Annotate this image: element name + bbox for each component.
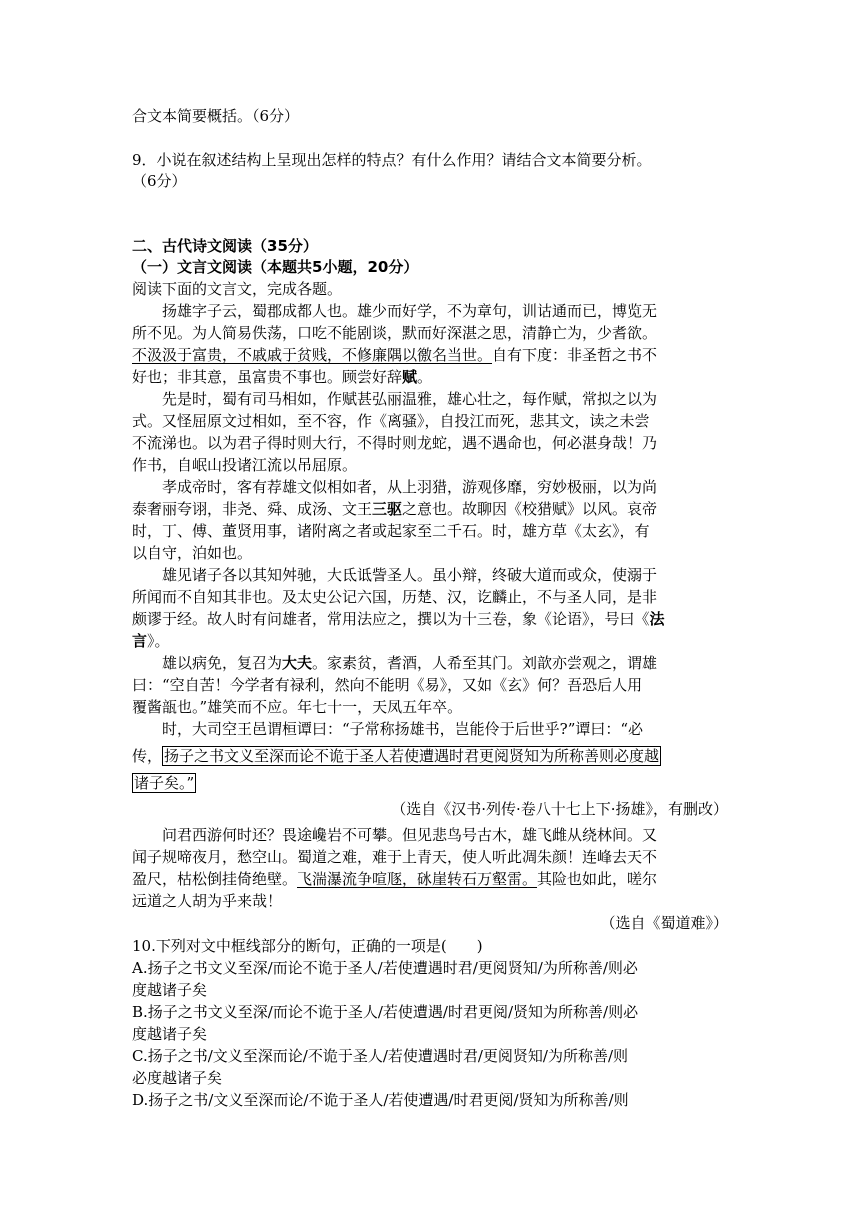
- poem-fragment: 其险也如此，嗟尔: [537, 870, 658, 888]
- passage-line: 以自守，泊如也。: [132, 544, 253, 562]
- subsection-heading: （一）文言文阅读（本题共5小题，20分）: [132, 258, 419, 276]
- boxed-sentence: 扬子之书文义至深而论不诡于圣人若使遭遇时君更阅贤知为所称善则必度越: [164, 747, 660, 765]
- option-c: C.扬子之书/文义至深而论/不诡于圣人/若使遭遇时君/更阅贤知/为所称善/则: [132, 1047, 629, 1065]
- passage-line: 覆酱瓿也。”雄笑而不应。年七十一，天凤五年卒。: [132, 698, 463, 716]
- option-a: A.扬子之书文义至深/而论不诡于圣人/若使遭遇时君/更阅贤知/为所称善/则必: [132, 959, 638, 977]
- section-heading: 二、古代诗文阅读（35分）: [132, 237, 318, 255]
- q9-text: 9．小说在叙述结构上呈现出怎样的特点？有什么作用？请结合文本简要分析。: [132, 151, 652, 169]
- passage-line: [132, 499, 657, 519]
- option-b-cont: 度越诸子矣: [132, 1025, 208, 1043]
- passage-source: （选自《汉书·列传·卷八十七上下·扬雄》，有删改）: [391, 800, 728, 818]
- passage-line: 时，大司空王邑谓桓谭曰：“子常称扬雄书，岂能伶于后世乎?”谭曰：“必: [162, 720, 644, 738]
- poem-line: 远道之人胡为乎来哉！: [132, 892, 283, 910]
- poem-line: 闻子规啼夜月，愁空山。蜀道之难，难于上青天，使人听此凋朱颜！连峰去天不: [132, 848, 658, 866]
- underlined-sentence: 不汲汲于富贵，不戚戚于贫贱，不修廉隅以徼名当世。: [132, 346, 493, 364]
- bold-term: 三驱: [372, 500, 403, 518]
- passage-line: 时，丁、傅、董贤用事，诸附离之者或起家至二千石。时，雄方草《太玄》，有: [132, 522, 650, 540]
- passage-line: [132, 345, 657, 365]
- poem-line: [132, 869, 657, 889]
- passage-line: [132, 773, 196, 793]
- passage-line: 扬雄字子云，蜀郡成都人也。雄少而好学，不为章句，训诂通而已，博览无: [162, 302, 658, 320]
- boxed-sentence-end: 诸子矣。”: [134, 774, 195, 792]
- bold-term: 言: [132, 632, 148, 650]
- passage-fragment: 传，: [132, 747, 163, 765]
- q9-score: （6分）: [132, 172, 187, 190]
- passage-line: 所闻而不自知其非也。及太史公记六国，历楚、汉，讫麟止，不与圣人同，是非: [132, 588, 658, 606]
- passage-fragment: 泰奢丽夸诩，非尧、舜、成汤、文王: [132, 500, 373, 518]
- passage-line: 曰：“空自苦！今学者有禄利，然向不能明《易》，又如《玄》何？吾恐后人用: [132, 676, 643, 694]
- poem-fragment: 盈尺，枯松倒挂倚绝壁。: [132, 870, 298, 888]
- passage-line: [162, 653, 657, 673]
- passage-fragment: 雄以病免，复召为: [162, 654, 283, 672]
- poem-source: （选自《蜀道难》）: [600, 914, 728, 932]
- passage-line: 先是时，蜀有司马相如，作赋甚弘丽温雅，雄心壮之，每作赋，常拟之以为: [162, 390, 658, 408]
- passage-fragment: 》。: [147, 632, 170, 650]
- option-d: D.扬子之书/文义至深而论/不诡于圣人/若使遭遇/时君更阅/贤知为所称善/则: [132, 1091, 629, 1109]
- option-c-cont: 必度越诸子矣: [132, 1069, 223, 1087]
- passage-line: [132, 367, 432, 387]
- passage-fragment: 自有下度：非圣哲之书不: [492, 346, 658, 364]
- passage-line: 所不见。为人简易佚荡，口吃不能剧谈，默而好深湛之思，清静亡为，少耆欲。: [132, 324, 658, 342]
- passage-fragment: 。: [417, 368, 433, 386]
- option-b: B.扬子之书文义至深/而论不诡于圣人/若使遭遇/时君更阅/贤知为所称善/则必: [132, 1003, 639, 1021]
- passage-line: [132, 609, 665, 629]
- passage-line: 雄见诸子各以其知舛驰，大氐诋訾圣人。虽小辩，终破大道而或众，使溺于: [162, 566, 658, 584]
- underlined-poem-line: 飞湍瀑流争喧豗，砯崖转石万壑雷。: [297, 870, 538, 888]
- passage-fragment: 颇谬于经。故人时有问雄者，常用法应之，撰以为十三卷，象《论语》，号曰《: [132, 610, 650, 628]
- passage-line: 式。又怪屈原文过相如，至不容，作《离骚》，自投江而死，悲其文，读之未尝: [132, 412, 650, 430]
- passage-fragment: 。家素贫，耆酒，人希至其门。刘歆亦尝观之，谓雄: [312, 654, 658, 672]
- bold-term: 法: [649, 610, 665, 628]
- passage-line: [132, 631, 170, 651]
- passage-line: 不流涕也。以为君子得时则大行，不得时则龙蛇，遇不遇命也，何必湛身哉！乃: [132, 434, 658, 452]
- poem-line: 问君西游何时还？畏途巉岩不可攀。但见悲鸟号古木，雄飞雌从绕林间。又: [162, 826, 658, 844]
- passage-fragment: 之意也。故聊因《校猎赋》以风。哀帝: [402, 500, 658, 518]
- passage-line: [132, 746, 661, 766]
- instruction: 阅读下面的文言文，完成各题。: [132, 280, 343, 298]
- passage-fragment: 好也；非其意，虽富贵不事也。顾尝好辞: [132, 368, 403, 386]
- passage-line: 作书，自岷山投诸江流以吊屈原。: [132, 456, 358, 474]
- question-10-stem: 10.下列对文中框线部分的断句，正确的一项是( ): [132, 937, 483, 955]
- bold-term: 大夫: [282, 654, 313, 672]
- passage-line: 孝成帝时，客有荐雄文似相如者，从上羽猎，游观侈靡，穷妙极丽，以为尚: [162, 478, 658, 496]
- bold-term: 赋: [402, 368, 418, 386]
- option-a-cont: 度越诸子矣: [132, 981, 208, 999]
- q8-tail: 合文本简要概括。（6分）: [132, 107, 300, 125]
